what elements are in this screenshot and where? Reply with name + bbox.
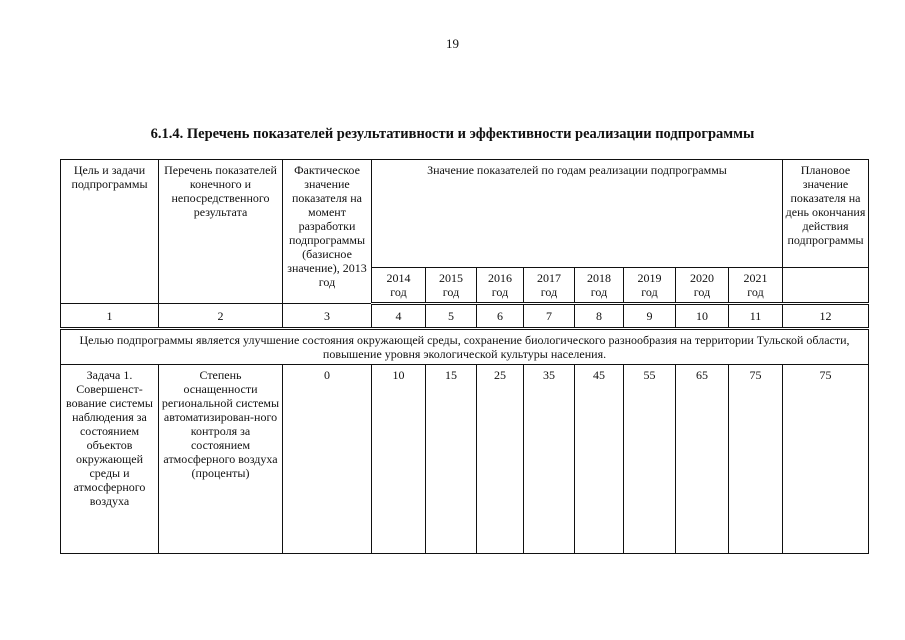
header-indicators: Перечень показателей конечного и непосредственного результата xyxy=(159,160,283,304)
year-value-cell: 15 xyxy=(426,365,477,554)
header-year-2017: 2017 год xyxy=(524,268,575,304)
page-number: 19 xyxy=(446,36,459,51)
header-year-2014: 2014 год xyxy=(372,268,426,304)
year-value-cell: 55 xyxy=(624,365,676,554)
column-number: 12 xyxy=(783,304,869,329)
year-value-cell: 45 xyxy=(575,365,624,554)
header-year-2018: 2018 год xyxy=(575,268,624,304)
column-number: 5 xyxy=(426,304,477,329)
column-number-row xyxy=(61,304,869,329)
header-year-2021: 2021 год xyxy=(729,268,783,304)
header-actual-value: Фактическое значение показателя на момент разработки подпрограммы (базисное значение), 2013 год xyxy=(283,160,372,304)
column-number: 11 xyxy=(729,304,783,329)
year-value-cell: 75 xyxy=(729,365,783,554)
column-number: 3 xyxy=(283,304,372,329)
planned-value-cell: 75 xyxy=(783,365,869,554)
section-title: 6.1.4. Перечень показателей результативности и эффективности реализации подпрограммы xyxy=(150,126,755,142)
header-years-group: Значение показателей по годам реализации подпрограммы xyxy=(372,160,783,268)
column-number: 1 xyxy=(61,304,159,329)
indicators-table xyxy=(60,159,869,554)
column-number: 6 xyxy=(477,304,524,329)
year-value-cell: 10 xyxy=(372,365,426,554)
base-value-cell: 0 xyxy=(283,365,372,554)
column-number: 9 xyxy=(624,304,676,329)
column-number: 4 xyxy=(372,304,426,329)
column-number: 8 xyxy=(575,304,624,329)
table-row xyxy=(61,365,869,554)
column-number: 10 xyxy=(676,304,729,329)
year-value-cell: 65 xyxy=(676,365,729,554)
column-number: 2 xyxy=(159,304,283,329)
header-year-2015: 2015 год xyxy=(426,268,477,304)
year-value-cell: 25 xyxy=(477,365,524,554)
header-year-2016: 2016 год xyxy=(477,268,524,304)
header-planned-value: Плановое значение показателя на день окончания действия подпрограммы xyxy=(783,160,869,268)
header-planned-blank xyxy=(783,268,869,304)
goal-statement: Целью подпрограммы является улучшение состояния окружающей среды, сохранение биологического разнообразия на территории Тульской области, повышение уровня экологической культуры населения. xyxy=(61,329,869,365)
task-cell: Задача 1. Совершенст-вование системы наблюдения за состоянием объектов окружающей среды и атмосферного воздуха xyxy=(61,365,159,554)
column-number: 7 xyxy=(524,304,575,329)
header-row-1 xyxy=(61,160,869,268)
header-goal: Цель и задачи подпрограммы xyxy=(61,160,159,304)
year-value-cell: 35 xyxy=(524,365,575,554)
header-year-2020: 2020 год xyxy=(676,268,729,304)
goal-statement-row xyxy=(61,329,869,365)
header-year-2019: 2019 год xyxy=(624,268,676,304)
indicator-cell: Степень оснащенности региональной системы автоматизирован-ного контроля за состоянием атмосферного воздуха (проценты) xyxy=(159,365,283,554)
